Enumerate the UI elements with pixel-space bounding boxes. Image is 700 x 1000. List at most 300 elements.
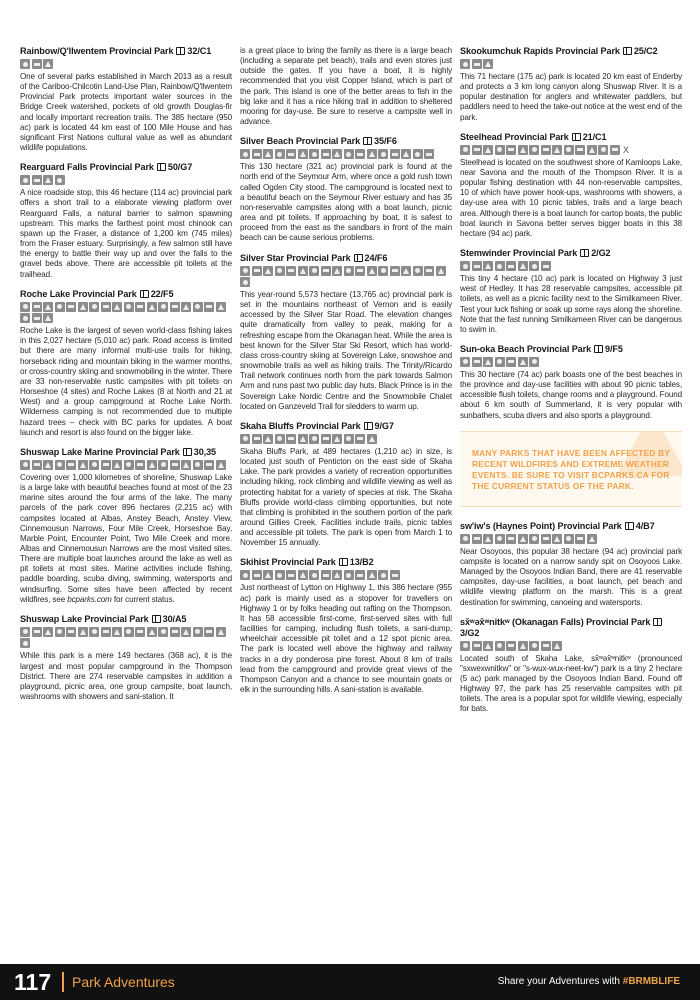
amenity-icon xyxy=(263,266,273,276)
amenity-icon xyxy=(66,302,76,312)
park-entry xyxy=(20,162,232,279)
amenity-icon xyxy=(424,149,434,159)
amenity-icon xyxy=(378,266,388,276)
amenity-icon xyxy=(112,627,122,637)
amenity-icon xyxy=(401,266,411,276)
park-entry-continued xyxy=(240,46,452,127)
map-book-icon xyxy=(157,163,166,171)
amenity-icon xyxy=(181,627,191,637)
amenity-icon xyxy=(204,627,214,637)
amenity-icon xyxy=(460,357,470,367)
park-entry xyxy=(20,614,232,702)
amenity-icon xyxy=(518,534,528,544)
amenity-icon xyxy=(66,627,76,637)
park-entry xyxy=(460,344,682,421)
amenity-icon xyxy=(575,145,585,155)
park-text-body: One of several parks established in March 2013 as a result of the Cariboo-Chilcotin Land-Use Plan, Rainbow/Q'llwentem Provincial Park protects important water sources in the Bridge Creek watershed, pockets of old growth Douglas-fir and locally important recreation trails. The 385 hectare (950 ac) park is located 44 km east of 100 Mile House and has significant First Nations cultural value as well as abundant wildlife populations. xyxy=(20,72,232,153)
amenity-icon xyxy=(355,149,365,159)
amenity-icon xyxy=(66,460,76,470)
page-number: 117 xyxy=(14,969,52,995)
amenity-icon xyxy=(460,59,470,69)
amenity-icon xyxy=(518,357,528,367)
amenity-icon xyxy=(20,175,30,185)
amenity-icon xyxy=(101,627,111,637)
amenity-icon xyxy=(564,145,574,155)
amenity-icon xyxy=(20,638,30,648)
amenity-icon xyxy=(252,570,262,580)
map-reference: 25/C2 xyxy=(633,46,658,56)
park-title: Roche Lake Provincial Park xyxy=(20,288,137,299)
amenity-icons xyxy=(460,357,682,367)
amenity-icon xyxy=(135,627,145,637)
amenity-icon xyxy=(89,460,99,470)
park-title: Steelhead Provincial Park xyxy=(460,131,569,142)
amenity-icon xyxy=(298,570,308,580)
amenity-icon xyxy=(483,261,493,271)
park-text-body: While this park is a mere 149 hectares (368 ac), it is the largest and most popular campground in the Thompson District. There are 274 reservable campsites in addition a playground, picnic area, one group campsite, boat launch, washrooms with showers and sani-station. It xyxy=(20,651,232,702)
amenity-icon xyxy=(472,59,482,69)
column-3 xyxy=(460,46,682,724)
park-entry xyxy=(240,557,452,695)
amenity-icon xyxy=(332,434,342,444)
amenity-icon xyxy=(43,175,53,185)
park-entry xyxy=(240,421,452,549)
amenity-icon xyxy=(344,266,354,276)
amenity-icon xyxy=(483,534,493,544)
amenity-icon xyxy=(170,460,180,470)
amenity-icon xyxy=(124,460,134,470)
park-text-body: Steelhead is located on the southwest shore of Kamloops Lake, near Savona and the mouth of the Thompson River. It is a popular fishing destination with 44 non-reservable campsites, 10 of which have power hook-ups, washrooms with showers, a day-use area with 10 picnic tables, trails and a large beach area. Although there is a boat launch for cartop boats, the public boat launch in Savona better serves bigger boats in this 38 hectare (94 ac) park. xyxy=(460,157,682,238)
amenity-icon xyxy=(529,641,539,651)
amenity-icon xyxy=(495,261,505,271)
park-text-body: Just northeast of Lytton on Highway 1, this 386 hectare (955 ac) park is mainly used as a stopover for travellers on Highway 1 or by folks heading out rafting on the Thompson. It has 58 accessible first-come, first-served sites with full facilities for camping, including flush toilets, a sani-dump, wheelchair accessible pit toilet and a 12 spot picnic area. The park is located well above the highway and railway tracks in a dry ponderosa pine forest. About 8 km of trails lead from the campground and provide great views of the Thompson Canyon and a chance to see mountain goats or elk in the surrounding hills. A sani-station is available. xyxy=(240,583,452,694)
park-title: Shuswap Lake Marine Provincial Park xyxy=(20,446,180,457)
amenity-icon xyxy=(460,145,470,155)
amenity-icon xyxy=(216,627,226,637)
park-text-body: This year-round 5,573 hectare (13,765 ac) provincial park is set in the mountains northeast of Vernon and is easily accessed by the Silver Star Road. The elevation changes quite dramatically from valley to peak, making for a refreshing escape from the Okanagan heat. While the area is best known for the Silver Star Ski Resort, which has world-class cross-country skiing at Sovereign Lake, snowshoe and snowmobile trails as well as hiking trails. The Trinity/Ricardo Trail network continues north from the park towards Salmon Arm and runs past two public day huts. Black Prince is in the Sovereign Lake Nordic Centre and the Snowmobile Chalet located on Ganzeveld Trail for sledders to warm up. xyxy=(240,290,452,411)
amenity-icon xyxy=(78,627,88,637)
park-text-body: Covering over 1,000 kilometres of shoreline, Shuswap Lake is a large lake with beautiful beaches found at most of the 23 marine sites around the four arms of the lake. The many parcels of the park cover 896 hectares (2,215 ac) with campsites located at Albas, Anstey Beach, Anstey View, Cinnemousun Narrows, Four Mile Creek, Horseshoe Bay, Marble Point, Encounter Point, Two Mile Creek and more. Albas and Cinnemousun Narrows are the most visited sites. There are multiple boat launches around the lake as well as pit toilets at most sites. Marine activities include fishing, paddle boarding, scuba diving, swimming, watersports and windsurfing. Some sites have been affected by recent wildfires, see xyxy=(20,472,232,604)
amenity-icon xyxy=(495,357,505,367)
amenity-icon xyxy=(598,145,608,155)
amenity-icon xyxy=(193,302,203,312)
park-text xyxy=(240,290,452,412)
park-heading xyxy=(240,136,452,147)
park-text-body: This 30 hectare (74 ac) park boasts one of the best beaches in the province and day-use facilities with about 90 picnic tables, accessible flush toilets, change rooms and a playground. Found about 6 km south of Summerland, it is very popular with sunbathers, scuba divers and also sports a playground. xyxy=(460,369,682,420)
amenity-icon xyxy=(472,641,482,651)
map-book-icon xyxy=(183,448,192,456)
amenity-icon xyxy=(20,302,30,312)
amenity-icon xyxy=(78,302,88,312)
map-book-icon xyxy=(572,133,581,141)
amenity-icon xyxy=(275,149,285,159)
amenity-icon xyxy=(483,145,493,155)
park-title: sx̌ʷəx̌ʷnitkʷ (Okanagan Falls) Provincial Park xyxy=(460,616,651,627)
amenity-icon xyxy=(541,641,551,651)
park-heading xyxy=(460,344,682,355)
amenity-icon xyxy=(472,145,482,155)
amenity-icons xyxy=(20,175,232,185)
park-heading xyxy=(460,617,682,639)
park-text xyxy=(20,473,232,605)
map-book-icon xyxy=(653,618,662,626)
amenity-icon xyxy=(309,570,319,580)
park-text xyxy=(240,583,452,695)
park-entry xyxy=(20,46,232,153)
map-book-icon xyxy=(623,47,632,55)
amenity-icon xyxy=(587,145,597,155)
amenity-icon xyxy=(252,149,262,159)
park-heading xyxy=(460,132,682,143)
amenity-icon xyxy=(263,570,273,580)
amenity-icon xyxy=(20,460,30,470)
park-title: Rainbow/Q'llwentem Provincial Park xyxy=(20,46,174,56)
park-text: is a great place to bring the family as there is a large beach (including a separate pet beach), trails and even stores just outside the gates. If you have a boat, it is highly recommended that you visit Copper Island, which is part of the park. This island is one of the better areas to fish in the big lake and it has a nice hiking trail in addition to sheltered mooring for day-use. Be sure to reserve a campsite well in advance. xyxy=(240,46,452,127)
map-reference: 9/G7 xyxy=(374,420,394,431)
park-entry xyxy=(240,136,452,243)
map-book-icon xyxy=(354,254,363,262)
amenity-icon xyxy=(286,149,296,159)
park-heading xyxy=(20,162,232,173)
amenity-icon xyxy=(506,357,516,367)
map-book-icon xyxy=(594,345,603,353)
amenity-x: X xyxy=(623,144,630,155)
park-text-body: This tiny 4 hectare (10 ac) park is located on Highway 3 just west of Hedley. It has 28 reservable campsites, accessible pit toilets, as well as a picnic facility next to the Similkameen River. Test your luck fishing or soak up some rays along the shoreline. Note that the fast running Similkameen River can be dangerous to swim in. xyxy=(460,274,682,334)
amenity-icons xyxy=(460,261,682,271)
amenity-icon xyxy=(378,149,388,159)
amenity-icon xyxy=(321,266,331,276)
amenity-icon xyxy=(204,302,214,312)
park-heading xyxy=(20,447,232,458)
amenity-icon xyxy=(101,460,111,470)
column-2 xyxy=(240,46,452,704)
amenity-icon xyxy=(424,266,434,276)
amenity-icon xyxy=(158,302,168,312)
park-title: Shuswap Lake Provincial Park xyxy=(20,613,149,624)
amenity-icon xyxy=(32,175,42,185)
amenity-icon xyxy=(181,460,191,470)
amenity-icon xyxy=(344,570,354,580)
amenity-icons xyxy=(20,59,232,69)
amenity-icon xyxy=(101,302,111,312)
amenity-icon xyxy=(158,627,168,637)
amenity-icon xyxy=(32,460,42,470)
amenity-icon xyxy=(552,145,562,155)
amenity-icon xyxy=(275,266,285,276)
amenity-icon xyxy=(575,534,585,544)
park-title: Rearguard Falls Provincial Park xyxy=(20,162,154,173)
map-reference: 13/B2 xyxy=(349,557,374,568)
park-title: Skookumchuk Rapids Provincial Park xyxy=(460,46,620,56)
park-text-body: Roche Lake is the largest of seven world-class fishing lakes in this 2,027 hectare (5,010 ac) park. Road access is limited but there are many informal multi-use trails for hiking, horseback riding and mountain biking in the warmer months, or cross-country skiing and snowmobiling in the winter. There are 33 non-reservable rustic campsites with pit toilets on Horseshoe (4 sites) and Roche Lakes (8 at North and 21 at West) and a group campground at Roche Lake North. Wilderness camping is not recommended due to multiple hazard trees – check with BC parks for updates. A boat launch and resort is also found on the bigger lake. xyxy=(20,326,232,437)
park-entry xyxy=(460,132,682,239)
amenity-icon xyxy=(135,460,145,470)
amenity-icon xyxy=(367,434,377,444)
map-reference: 21/C1 xyxy=(582,131,607,142)
park-text xyxy=(460,547,682,608)
amenity-icon xyxy=(460,641,470,651)
amenity-icon xyxy=(541,145,551,155)
amenity-icon xyxy=(390,266,400,276)
amenity-icon xyxy=(529,261,539,271)
park-text-body: A nice roadside stop, this 46 hectare (114 ac) provincial park offers a short trail to a elaborate viewing platform over Rearguard Falls, a natural barrier to salmon spawning upstream. This marks the farthest point most chinook can spawn up the Fraser, a distance of 1,200 km (745 miles) from the Fraser estuary. Surprisingly, a few salmon still have the energy to battle their way up and over the falls to the gravel beds above. There are accessible pit toilets at the trailhead. xyxy=(20,188,232,279)
amenity-icon xyxy=(55,302,65,312)
amenity-icon xyxy=(344,434,354,444)
park-entry xyxy=(460,617,682,715)
map-book-icon xyxy=(580,249,589,257)
map-reference: 4/B7 xyxy=(635,520,655,531)
website-reference: bcparks.com xyxy=(67,594,112,604)
amenity-icons xyxy=(20,627,232,649)
amenity-icon xyxy=(286,266,296,276)
amenity-icons xyxy=(240,266,452,288)
map-reference: 24/F6 xyxy=(364,252,388,263)
map-reference: 30,35 xyxy=(193,446,217,457)
amenity-icons xyxy=(240,149,452,159)
amenity-icon xyxy=(298,266,308,276)
park-entry xyxy=(20,447,232,605)
park-text xyxy=(20,72,232,153)
amenity-icon xyxy=(472,534,482,544)
amenity-icon xyxy=(112,302,122,312)
amenity-icon xyxy=(413,149,423,159)
amenity-icon xyxy=(401,149,411,159)
amenity-icon xyxy=(495,145,505,155)
amenity-icon xyxy=(193,460,203,470)
amenity-icon xyxy=(332,570,342,580)
amenity-icon xyxy=(390,149,400,159)
map-reference: 22/F5 xyxy=(150,288,174,299)
amenity-icons xyxy=(240,570,452,580)
amenity-icon xyxy=(460,534,470,544)
park-entry xyxy=(460,521,682,608)
amenity-icon xyxy=(43,59,53,69)
amenity-icon xyxy=(20,59,30,69)
amenity-icon xyxy=(252,434,262,444)
amenity-icons xyxy=(20,302,232,324)
park-text xyxy=(240,162,452,243)
park-title: sw'iw's (Haynes Point) Provincial Park xyxy=(460,520,622,531)
park-title: Sun-oka Beach Provincial Park xyxy=(460,343,592,354)
section-title: Park Adventures xyxy=(72,974,175,990)
park-heading xyxy=(240,421,452,432)
amenity-icon xyxy=(529,534,539,544)
map-book-icon xyxy=(363,137,372,145)
park-text-body: This 130 hectare (321 ac) provincial park is found at the north end of the Seymour Arm, where once a gold rush town called Ogden City stood. The campground is located next to a beautiful beach on the Seymour River estuary and has 35 non-reservable campsites along with a boat launch, picnic area and pit toilets. If approaching by boat, it is safest to proceed from the east as the sandbars in front of the main beach can be cause serious problems. xyxy=(240,162,452,243)
map-reference: 2/G2 xyxy=(591,248,611,259)
amenity-icons xyxy=(460,145,682,155)
amenity-icon xyxy=(240,266,250,276)
park-text xyxy=(20,651,232,702)
amenity-icon xyxy=(240,277,250,287)
amenity-icons xyxy=(460,59,682,69)
park-entry xyxy=(460,248,682,335)
amenity-icon xyxy=(518,641,528,651)
amenity-icon xyxy=(529,145,539,155)
amenity-icon xyxy=(587,534,597,544)
park-heading xyxy=(20,289,232,300)
amenity-icon xyxy=(55,175,65,185)
amenity-icon xyxy=(355,434,365,444)
amenity-icon xyxy=(472,261,482,271)
map-reference: 3/G2 xyxy=(460,627,480,638)
map-book-icon xyxy=(339,558,348,566)
amenity-icon xyxy=(355,266,365,276)
park-title: Stemwinder Provincial Park xyxy=(460,248,578,259)
map-reference: 35/F6 xyxy=(374,136,397,147)
amenity-icon xyxy=(286,434,296,444)
amenity-icon xyxy=(275,570,285,580)
amenity-icon xyxy=(147,460,157,470)
park-heading xyxy=(20,614,232,625)
tagline-text: Share your Adventures with xyxy=(497,976,623,987)
park-entry xyxy=(460,46,682,123)
amenity-icon xyxy=(460,261,470,271)
amenity-icon xyxy=(170,627,180,637)
amenity-icon xyxy=(43,627,53,637)
amenity-icon xyxy=(552,641,562,651)
wildfire-notice xyxy=(460,431,682,507)
park-heading xyxy=(20,46,232,57)
park-heading xyxy=(240,253,452,264)
amenity-icon xyxy=(483,641,493,651)
park-text-body: Near Osoyoos, this popular 38 hectare (94 ac) provincial park campsite is located on a narrow sandy spit on Osoyoos Lake. Managed by the Osoyoos Indian Band, there are 41 reservable campsites, day-use facilities, a boat launch, pet beach and wildlife viewing platform on the marsh. This is a great destination for swimming, canoeing and watersports. xyxy=(460,546,682,607)
amenity-icon xyxy=(378,570,388,580)
map-reference: 9/F5 xyxy=(605,343,623,354)
amenity-icon xyxy=(321,149,331,159)
amenity-icon xyxy=(89,302,99,312)
park-title: Skihist Provincial Park xyxy=(240,557,336,568)
amenity-icon xyxy=(367,266,377,276)
park-text xyxy=(460,72,682,123)
amenity-icon xyxy=(181,302,191,312)
park-title: Skaha Bluffs Provincial Park xyxy=(240,420,361,431)
amenity-icon xyxy=(89,627,99,637)
amenity-icon xyxy=(124,302,134,312)
amenity-icon xyxy=(147,302,157,312)
amenity-icon xyxy=(564,534,574,544)
amenity-icon xyxy=(275,434,285,444)
amenity-icon xyxy=(43,302,53,312)
amenity-icon xyxy=(240,570,250,580)
park-text-body: Skaha Bluffs Park, at 489 hectares (1,210 ac) in size, is located just south of Penticton on the east side of Skaha Lake. The park provides a variety of recreation opportunities including hiking, rock climbing and wildlife viewing as well as protecting habitat for a variety of species at risk. The Skaha Bluffs provide world-class climbing opportunities, but note that climbing is prohibited in the southern portion of the park around Gillies Creek. Facilities include trails, picnic tables and accessible pit toilets. The park is open from March 1 to November 15 annually. xyxy=(240,446,452,548)
amenity-icon xyxy=(506,534,516,544)
park-heading xyxy=(460,46,682,57)
amenity-icon xyxy=(112,460,122,470)
amenity-icon xyxy=(20,313,30,323)
amenity-icon xyxy=(506,641,516,651)
amenity-icon xyxy=(32,313,42,323)
amenity-icon xyxy=(216,302,226,312)
footer-divider xyxy=(62,972,64,992)
park-entry xyxy=(240,253,452,412)
amenity-icons xyxy=(460,534,682,544)
amenity-icon xyxy=(321,434,331,444)
map-reference: 32/C1 xyxy=(187,46,212,56)
amenity-icon xyxy=(518,145,528,155)
amenity-icon xyxy=(43,460,53,470)
amenity-icon xyxy=(240,149,250,159)
amenity-icon xyxy=(344,149,354,159)
park-heading xyxy=(460,521,682,532)
amenity-icon xyxy=(332,149,342,159)
amenity-icon xyxy=(32,59,42,69)
park-text xyxy=(460,158,682,239)
amenity-icon xyxy=(204,460,214,470)
amenity-icon xyxy=(43,313,53,323)
amenity-icon xyxy=(170,302,180,312)
notice-text: MANY PARKS THAT HAVE BEEN AFFECTED BY RECENT WILDFIRES AND EXTREME WEATHER EVENTS. BE SURE TO VISIT BCPARKS.CA FOR THE CURRENT STATUS OF THE PARK. xyxy=(472,447,671,491)
map-book-icon xyxy=(364,422,373,430)
amenity-icon xyxy=(332,266,342,276)
amenity-icon xyxy=(367,570,377,580)
amenity-icons xyxy=(240,434,452,444)
amenity-icon xyxy=(309,434,319,444)
amenity-icon xyxy=(529,357,539,367)
park-text-tail: for current status. xyxy=(111,594,175,604)
amenity-icon xyxy=(436,266,446,276)
column-1 xyxy=(20,46,232,711)
amenity-icon xyxy=(124,627,134,637)
amenity-icons xyxy=(460,641,682,651)
amenity-icon xyxy=(298,434,308,444)
amenity-icon xyxy=(518,261,528,271)
park-title: Silver Beach Provincial Park xyxy=(240,136,361,147)
hashtag: #BRMBLIFE xyxy=(622,976,680,987)
park-text xyxy=(20,188,232,279)
amenity-icon xyxy=(321,570,331,580)
amenity-icon xyxy=(506,145,516,155)
amenity-icon xyxy=(263,149,273,159)
map-book-icon xyxy=(625,522,634,530)
amenity-icon xyxy=(252,266,262,276)
map-reference: 30/A5 xyxy=(162,613,187,624)
amenity-icon xyxy=(483,357,493,367)
page-footer xyxy=(0,964,700,1000)
park-text xyxy=(20,326,232,438)
amenity-icon xyxy=(495,641,505,651)
amenity-icon xyxy=(135,302,145,312)
amenity-icon xyxy=(263,434,273,444)
park-text xyxy=(240,447,452,549)
park-heading xyxy=(460,248,682,259)
park-text xyxy=(460,274,682,335)
amenity-icon xyxy=(506,261,516,271)
amenity-icon xyxy=(413,266,423,276)
amenity-icon xyxy=(309,266,319,276)
amenity-icon xyxy=(55,460,65,470)
amenity-icon xyxy=(158,460,168,470)
map-reference: 50/G7 xyxy=(167,162,193,173)
amenity-icon xyxy=(472,357,482,367)
amenity-icon xyxy=(610,145,620,155)
amenity-icon xyxy=(286,570,296,580)
amenity-icon xyxy=(193,627,203,637)
amenity-icon xyxy=(309,149,319,159)
amenity-icon xyxy=(20,627,30,637)
park-text-body: This 71 hectare (175 ac) park is located 20 km east of Enderby and protects a 3 km long canyon along Shuswap River. It is a popular destination for anglers and whitewater paddlers, but paddlers need to heed the take-out notice at the west end of the park. xyxy=(460,72,682,122)
amenity-icon xyxy=(541,261,551,271)
amenity-icon xyxy=(55,627,65,637)
amenity-icon xyxy=(32,627,42,637)
amenity-icon xyxy=(32,302,42,312)
amenity-icon xyxy=(216,460,226,470)
park-text xyxy=(460,654,682,715)
amenity-icon xyxy=(78,460,88,470)
park-text xyxy=(460,370,682,421)
map-book-icon xyxy=(176,47,185,55)
park-text-body: Located south of Skaha Lake, sx̌ʷəx̌ʷnitkʷ (pronounced "sxwexwnitkw" or "s-wux-wux-neet-kw") park is a tiny 2 hectare (5 ac) park managed by the Osoyoos Indian Band. Found off Highway 97, the park has 25 reservable campsites with pit toilets. The area is a popular spot for wildlife viewing, especially for bats. xyxy=(460,653,682,714)
